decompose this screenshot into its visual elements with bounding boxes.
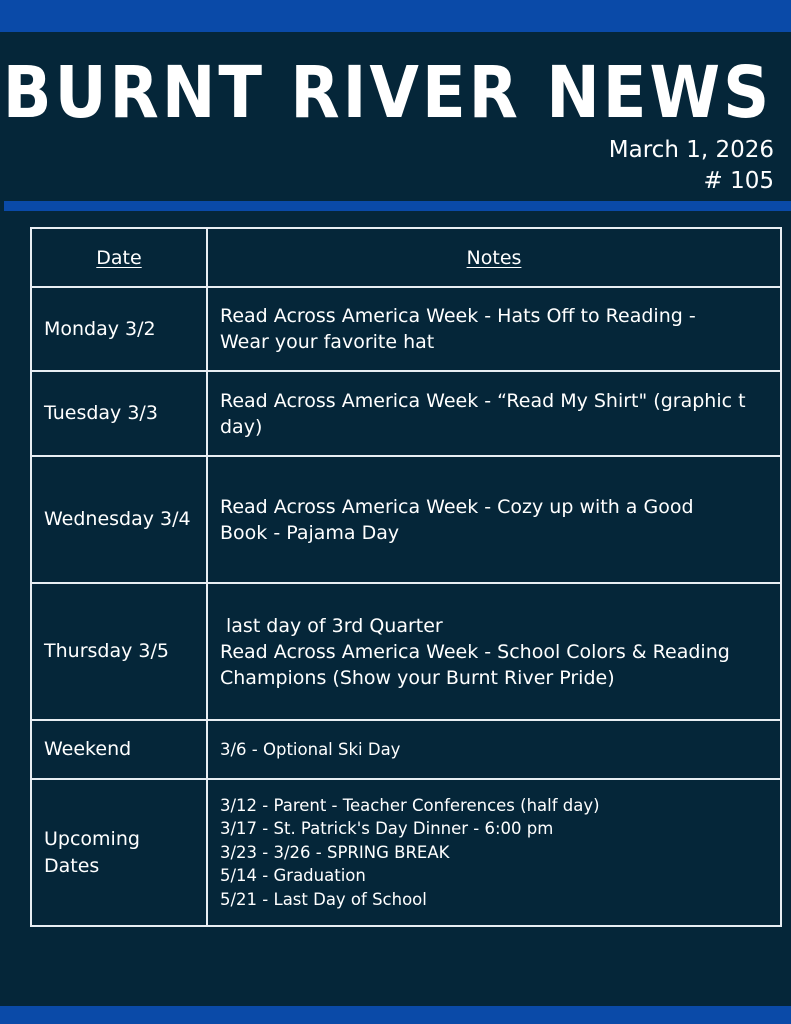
row-notes [207, 720, 781, 779]
table-row [31, 583, 781, 720]
table-row [31, 720, 781, 779]
note-line: 3/12 - Parent - Teacher Conferences (half day) [220, 795, 600, 815]
row-notes [207, 779, 781, 926]
table-header-row [31, 228, 781, 287]
note-line: Read Across America Week - Cozy up with a Good [220, 495, 694, 518]
note-line: Wear your favorite hat [220, 331, 435, 353]
row-day: Thursday 3/5 [31, 583, 207, 720]
table-row [31, 456, 781, 583]
table-row [31, 779, 781, 926]
top-accent-bar [0, 0, 791, 32]
row-day: Wednesday 3/4 [31, 456, 207, 583]
note-line: Read Across America Week - Hats Off to Reading - [220, 305, 696, 327]
note-line: Book - Pajama Day [220, 521, 400, 544]
row-day: Tuesday 3/3 [31, 371, 207, 456]
note-line: Read Across America Week - “Read My Shirt" (graphic t [220, 389, 746, 412]
note-line: 3/23 - 3/26 - SPRING BREAK [220, 842, 450, 862]
table-row [31, 371, 781, 456]
note-line: day) [220, 415, 263, 438]
newsletter-title: BURNT RIVER NEWS [2, 52, 773, 135]
weekly-schedule-table [30, 227, 782, 927]
row-notes [207, 371, 781, 456]
note-line: Read Across America Week - School Colors & Reading [220, 640, 730, 663]
bottom-accent-bar [0, 1006, 791, 1024]
header-divider [4, 201, 791, 211]
row-day: Upcoming Dates [31, 779, 207, 926]
table-row [31, 287, 781, 371]
note-line: last day of 3rd Quarter [226, 614, 443, 637]
row-notes [207, 287, 781, 371]
note-line: 5/14 - Graduation [220, 866, 366, 886]
row-day: Monday 3/2 [31, 287, 207, 371]
note-line: 3/6 - Optional Ski Day [220, 739, 401, 759]
note-line: Champions (Show your Burnt River Pride) [220, 666, 615, 689]
column-header-date: Date [31, 228, 207, 287]
note-line: 5/21 - Last Day of School [220, 889, 427, 909]
row-notes [207, 583, 781, 720]
row-day: Weekend [31, 720, 207, 779]
column-header-notes: Notes [207, 228, 781, 287]
row-notes [207, 456, 781, 583]
issue-number: # 105 [703, 168, 774, 194]
issue-date: March 1, 2026 [608, 137, 774, 163]
note-line: 3/17 - St. Patrick's Day Dinner - 6:00 pm [220, 819, 554, 839]
